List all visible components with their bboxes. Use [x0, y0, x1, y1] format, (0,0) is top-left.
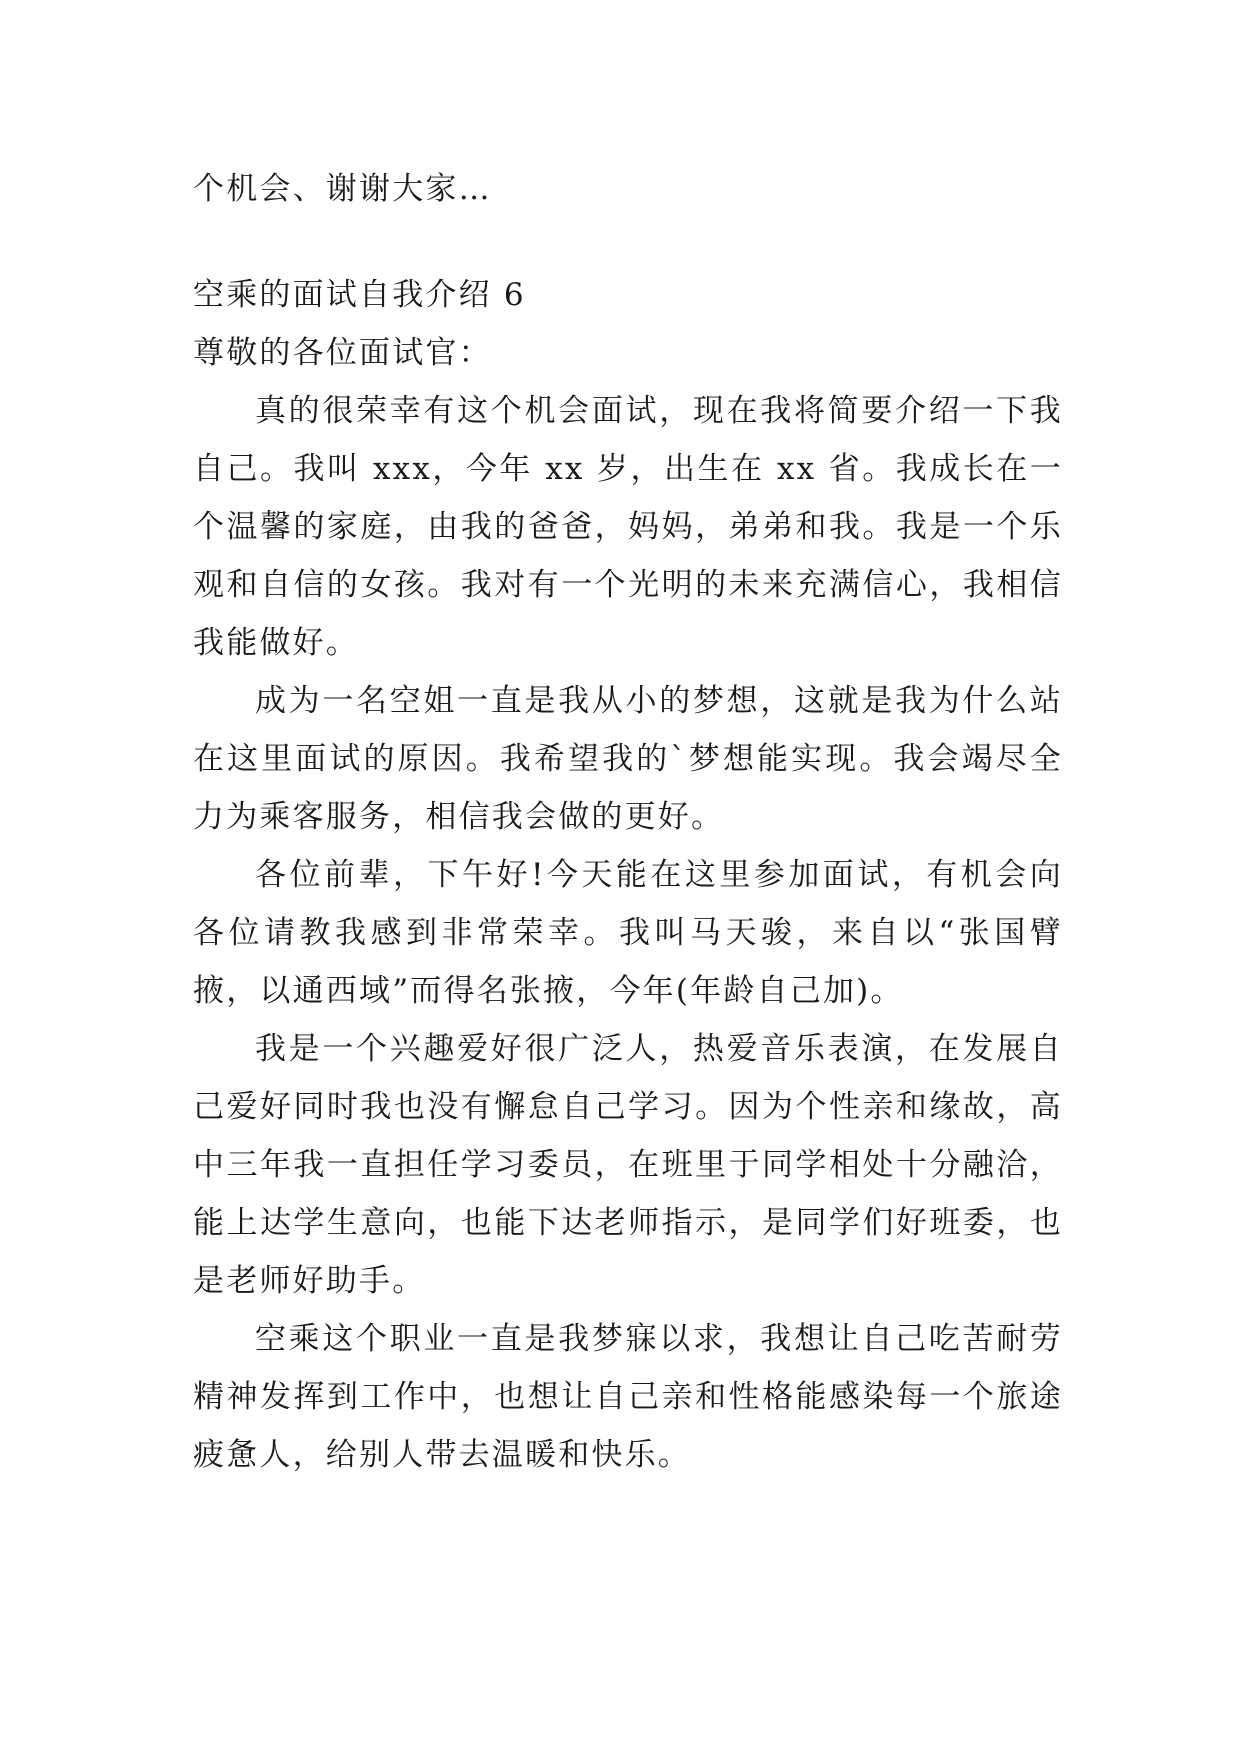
paragraph-5: 空乘这个职业一直是我梦寐以求，我想让自己吃苦耐劳精神发挥到工作中，也想让自己亲和性格能感染每一个旅途疲惫人，给别人带去温暖和快乐。: [193, 1321, 1063, 1473]
document-body: [193, 160, 1063, 1484]
section-title: 空乘的面试自我介绍 6: [193, 277, 526, 313]
section-gap: [193, 218, 1063, 266]
paragraph-1: 真的很荣幸有这个机会面试，现在我将简要介绍一下我自己。我叫 xxx，今年 xx 岁，出生在 xx 省。我成长在一个温馨的家庭，由我的爸爸，妈妈，弟弟和我。我是一个乐观和自信的女孩。我对有一个光明的未来充满信心，我相信我能做好。: [193, 393, 1063, 661]
paragraph-2: 成为一名空姐一直是我从小的梦想，这就是我为什么站在这里面试的原因。我希望我的`梦想能实现。我会竭尽全力为乘客服务，相信我会做的更好。: [193, 683, 1063, 835]
continuation-line: 个机会、谢谢大家…: [193, 171, 492, 207]
paragraph-4: 我是一个兴趣爱好很广泛人，热爱音乐表演，在发展自己爱好同时我也没有懈怠自己学习。因为个性亲和缘故，高中三年我一直担任学习委员，在班里于同学相处十分融洽，能上达学生意向，也能下达老师指示，是同学们好班委，也是老师好助手。: [193, 1031, 1063, 1299]
salutation: 尊敬的各位面试官：: [193, 335, 492, 371]
paragraph-3: 各位前辈，下午好!今天能在这里参加面试，有机会向各位请教我感到非常荣幸。我叫马天骏，来自以“张国臂掖，以通西域”而得名张掖，今年(年龄自己加)。: [193, 857, 1063, 1009]
